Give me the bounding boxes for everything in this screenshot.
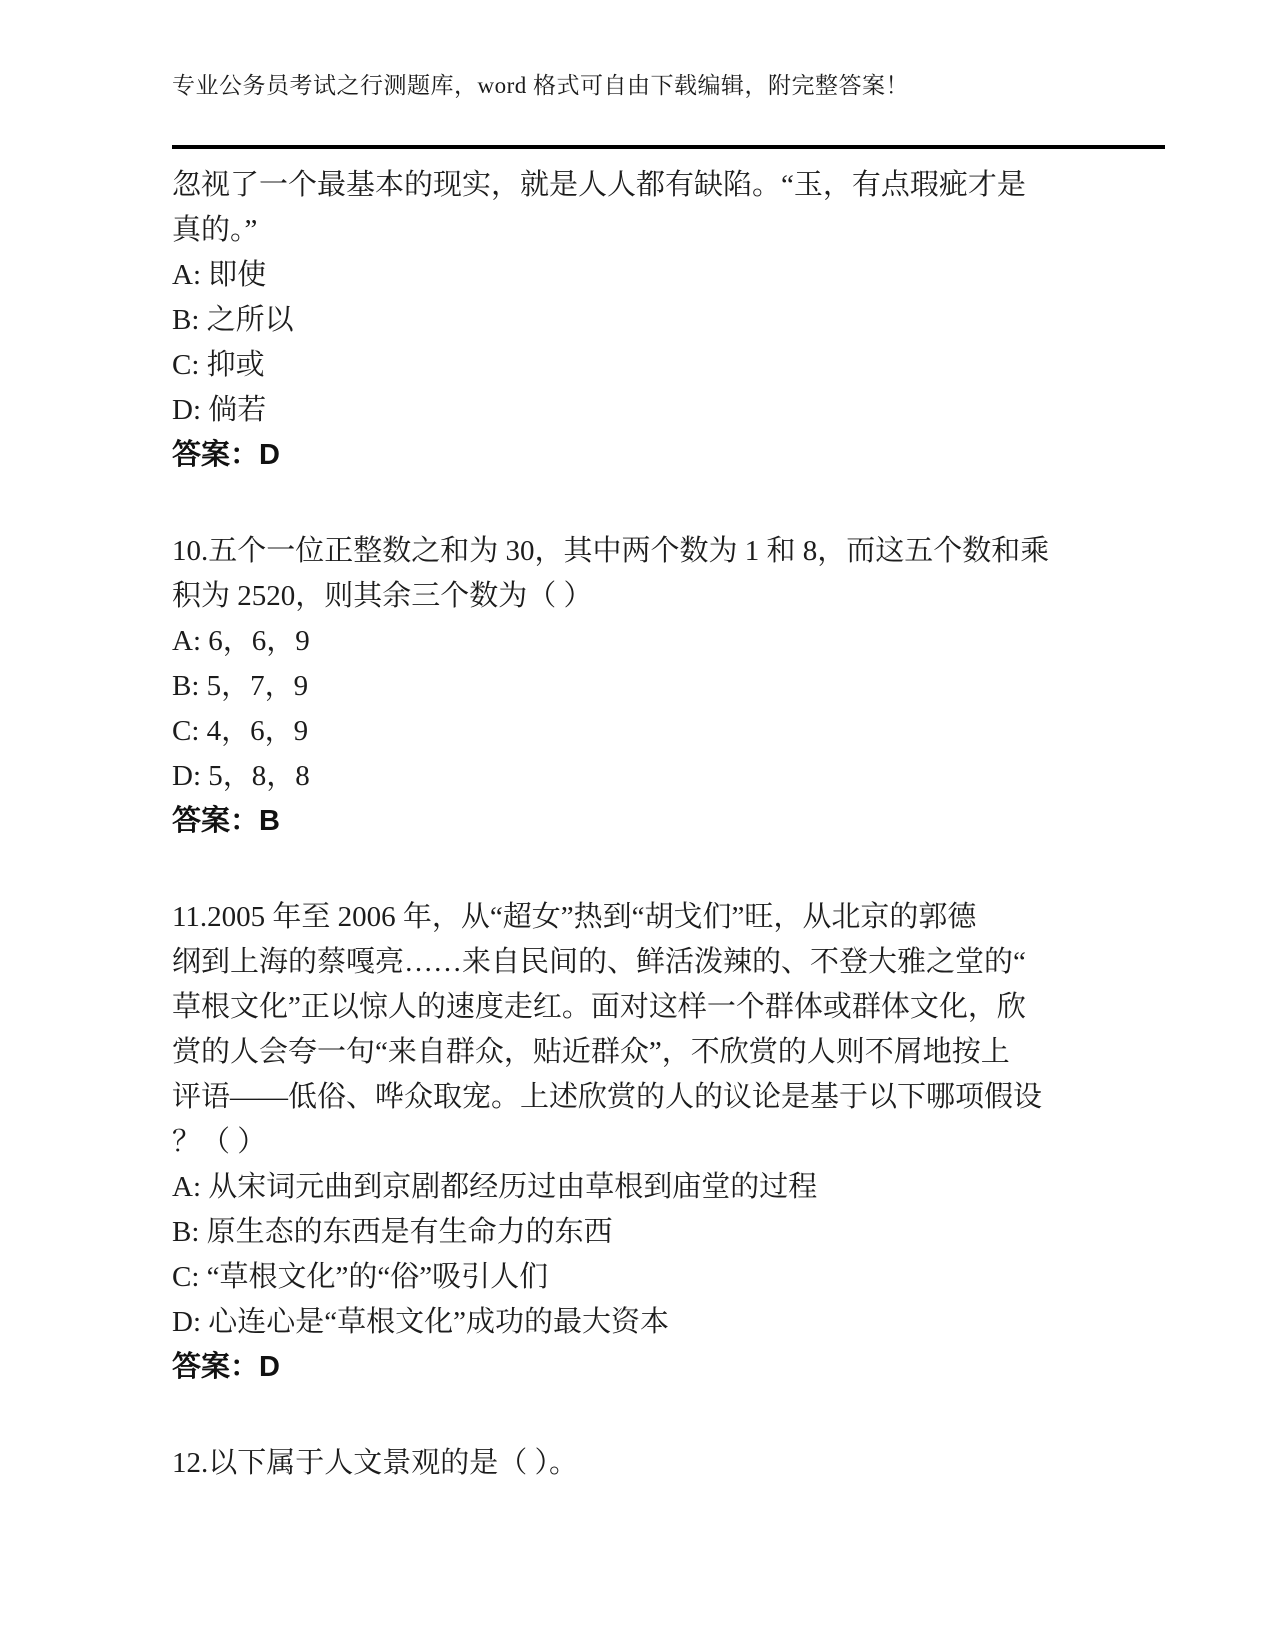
option-line-d: D: 倘若 (172, 394, 267, 426)
option-line-b: B: 5，7，9 (172, 670, 309, 702)
option-line-a: A: 即使 (172, 259, 267, 291)
header-divider-rule (172, 145, 1165, 149)
question-block-12 (172, 1441, 1102, 1486)
option-line-a: A: 6，6，9 (172, 625, 310, 657)
question-text-line: 10.五个一位正整数之和为 30，其中两个数为 1 和 8，而这五个数和乘 (172, 535, 1050, 567)
option-line-a: A: 从宋词元曲到京剧都经历过由草根到庙堂的过程 (172, 1171, 818, 1203)
question-text-line: 12.以下属于人文景观的是（ ）。 (172, 1447, 579, 1479)
option-line-b: B: 原生态的东西是有生命力的东西 (172, 1216, 613, 1248)
question-text-line: 评语——低俗、哗众取宠。上述欣赏的人的议论是基于以下哪项假设 (172, 1081, 1043, 1113)
option-line-d: D: 5，8，8 (172, 760, 310, 792)
document-body (172, 163, 1102, 1537)
page-header-title: 专业公务员考试之行测题库，word 格式可自由下载编辑，附完整答案！ (172, 73, 910, 98)
question-text-line: 赏的人会夸一句“来自群众，贴近群众”，不欣赏的人则不屑地按上 (172, 1036, 1010, 1068)
question-text-line: 11.2005 年至 2006 年，从“超女”热到“胡戈们”旺，从北京的郭德 (172, 901, 977, 933)
question-block-11 (172, 895, 1102, 1390)
option-line-b: B: 之所以 (172, 304, 294, 336)
option-line-d: D: 心连心是“草根文化”成功的最大资本 (172, 1306, 669, 1338)
answer-line: 答案：D (172, 1351, 280, 1383)
option-line-c: C: 4，6，9 (172, 715, 309, 747)
option-line-c: C: “草根文化”的“俗”吸引人们 (172, 1261, 549, 1293)
question-text-line: 草根文化”正以惊人的速度走红。面对这样一个群体或群体文化，欣 (172, 991, 1026, 1023)
question-text-line: 纲到上海的蔡嘎亮……来自民间的、鲜活泼辣的、不登大雅之堂的“ (172, 946, 1026, 978)
question-text-line: 忽视了一个最基本的现实，就是人人都有缺陷。“玉，有点瑕疵才是 (172, 169, 1026, 201)
question-block-10 (172, 529, 1102, 844)
question-text-line: ？（ ） (172, 1126, 267, 1158)
question-block-9-continuation (172, 163, 1102, 478)
answer-line: 答案：D (172, 439, 280, 471)
question-text-line: 真的。” (172, 214, 258, 246)
answer-line: 答案：B (172, 805, 280, 837)
question-text-line: 积为 2520，则其余三个数为（ ） (172, 580, 593, 612)
option-line-c: C: 抑或 (172, 349, 265, 381)
